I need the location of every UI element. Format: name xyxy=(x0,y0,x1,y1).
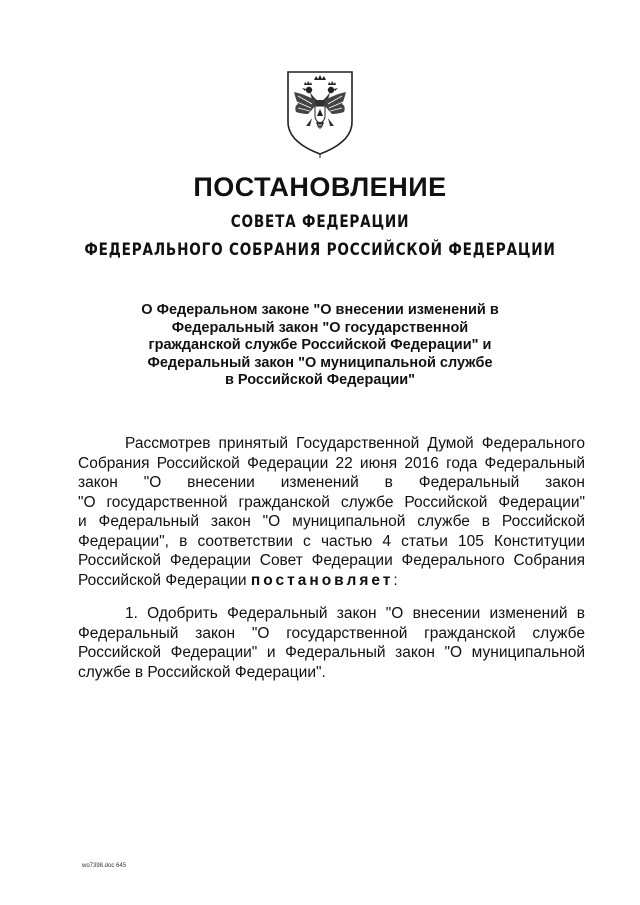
coat-of-arms-icon xyxy=(284,70,356,158)
decree-word: постановляет xyxy=(250,571,394,589)
document-title: ПОСТАНОВЛЕНИЕ xyxy=(193,172,447,202)
paragraph-text: Российской Федерации xyxy=(78,571,247,589)
subject-line: Федеральный закон "О государственной xyxy=(171,319,469,336)
paragraph-line: Рассмотрев принятый Государственной Думой Федерального xyxy=(125,435,585,452)
issuer-line-2: ФЕДЕРАЛЬНОГО СОБРАНИЯ РОССИЙСКОЙ ФЕДЕРАЦИИ xyxy=(84,240,556,260)
subject-line: Федеральный закон "О муниципальной службе xyxy=(147,354,493,371)
paragraph-line: Федеральный закон "О государственной гражданской службе xyxy=(78,624,585,642)
paragraph-line: Российской Федерации Совет Федерации Федерального Собрания xyxy=(78,552,585,569)
paragraph-line: и Федеральный закон "О муниципальной службе в Российской xyxy=(78,513,585,530)
item-1-paragraph xyxy=(78,604,585,682)
paragraph-line: службе в Российской Федерации". xyxy=(78,663,326,681)
subject-line: гражданской службе Российской Федерации" и xyxy=(148,337,492,353)
paragraph-line: закон "О внесении изменений в Федеральный закон xyxy=(78,474,585,491)
resolution-subject xyxy=(120,302,520,390)
decree-colon: : xyxy=(393,571,398,589)
paragraph-line-final xyxy=(78,571,585,591)
issuer-line-1: СОВЕТА ФЕДЕРАЦИИ xyxy=(230,212,410,232)
paragraph-line: Собрания Российской Федерации 22 июня 2016 года Федеральный xyxy=(78,454,585,472)
preamble-paragraph xyxy=(78,434,585,590)
paragraph-line: Российской Федерации" и Федеральный закон "О муниципальной xyxy=(78,644,585,661)
paragraph-line: 1. Одобрить Федеральный закон "О внесении изменений в xyxy=(125,605,585,622)
file-reference: wo7398.doc 645 xyxy=(82,863,127,869)
subject-line: в Российской Федерации" xyxy=(224,372,416,388)
subject-line: О Федеральном законе "О внесении изменений в xyxy=(141,302,499,318)
paragraph-line: Федерации", в соответствии с частью 4 статьи 105 Конституции xyxy=(78,532,585,550)
paragraph-line: "О государственной гражданской службе Российской Федерации" xyxy=(78,493,585,511)
